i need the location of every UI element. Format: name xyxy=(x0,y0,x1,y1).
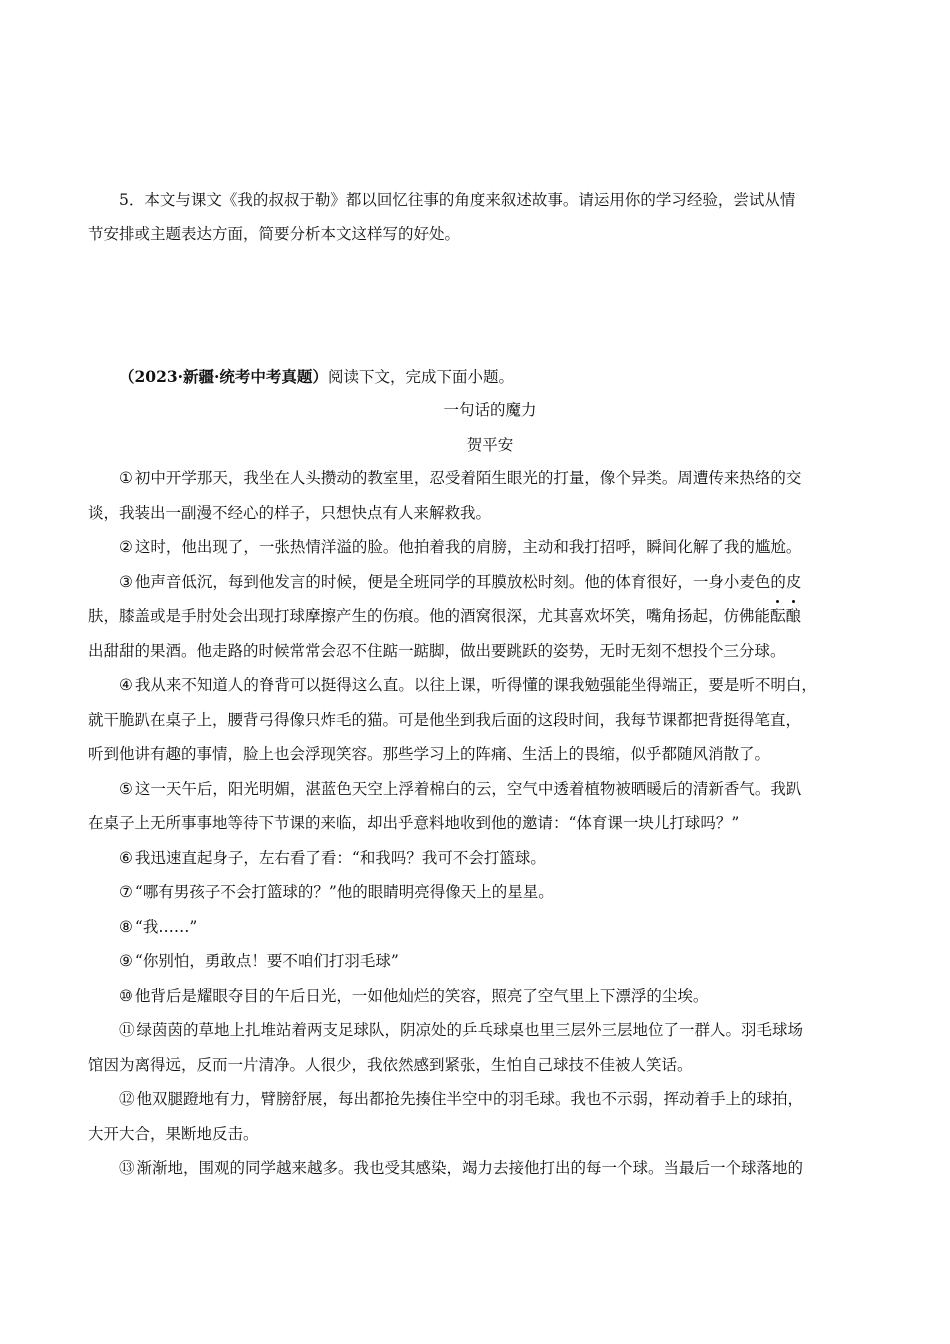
paragraph-line xyxy=(88,668,878,703)
emphasized-char: 酝 xyxy=(770,599,786,634)
paragraph-number: ③ xyxy=(119,572,133,591)
question-5 xyxy=(88,183,868,251)
paragraph-text: 初中开学那天，我坐在人头攒动的教室里，忍受着陌生眼光的打量，像个异类。周遭传来热络的交 xyxy=(134,469,802,487)
paragraph-line: 馆因为离得远，反而一片清净。人很少，我依然感到紧张，生怕自己球技不佳被人笑话。 xyxy=(88,1055,693,1074)
exam-instruction: 阅读下文，完成下面小题。 xyxy=(327,368,514,386)
paragraph-line xyxy=(88,1013,878,1048)
paragraph-line xyxy=(88,599,878,634)
paragraph-4 xyxy=(88,668,878,772)
paragraph-number: ⑥ xyxy=(119,848,133,867)
paragraph-line xyxy=(88,461,878,496)
paragraph-text: “我……” xyxy=(134,917,198,936)
paragraph-text: 这时，他出现了，一张热情洋溢的脸。他拍着我的肩膀，主动和我打招呼，瞬间化解了我的尴尬。 xyxy=(134,538,802,556)
paragraph-number: ① xyxy=(119,469,133,487)
paragraph-line xyxy=(88,1082,878,1117)
paragraph-5 xyxy=(88,772,878,841)
paragraph-text: 他背后是耀眼夺目的午后日光，一如他灿烂的笑容，照亮了空气里上下漂浮的尘埃。 xyxy=(134,986,709,1005)
paragraph-3 xyxy=(88,565,878,669)
paragraph-line xyxy=(88,910,878,945)
exam-source-line xyxy=(119,362,514,392)
paragraph-text: 肤，膝盖或是手肘处会出现打球摩擦产生的伤痕。他的酒窝很深，尤其喜欢坏笑，嘴角扬起，仿佛能 xyxy=(88,607,771,625)
paragraph-6 xyxy=(88,841,878,876)
paragraph-12 xyxy=(88,1082,878,1151)
paragraph-2 xyxy=(88,530,878,565)
paragraph-10 xyxy=(88,979,878,1014)
paragraph-number: ⑪ xyxy=(119,1021,135,1039)
paragraph-line: 在桌子上无所事事地等待下节课的来临，却出乎意料地收到他的邀请：“体育课一块儿打球吗？” xyxy=(88,814,740,832)
paragraph-text: 我从来不知道人的脊背可以挺得这么直。以往上课，听得懂的课我勉强能坐得端正，要是听不明白， xyxy=(134,676,817,694)
exam-source-label: （2023·新疆·统考中考真题） xyxy=(119,367,328,386)
paragraph-number: ④ xyxy=(119,676,133,694)
paragraph-line xyxy=(88,1151,878,1186)
paragraph-11 xyxy=(88,1013,878,1082)
paragraph-line: 大开大合，果断地反击。 xyxy=(88,1124,259,1143)
paragraph-line xyxy=(88,841,878,876)
paragraph-line: 出甜甜的果酒。他走路的时候常常会忍不住踮一踮脚，做出要跳跃的姿势，无时无刻不想投个三分球。 xyxy=(88,641,786,660)
paragraph-number: ⑨ xyxy=(119,952,133,970)
paragraph-text: 他声音低沉，每到他发言的时候，便是全班同学的耳膜放松时刻。他的体育很好，一身小麦色的皮 xyxy=(134,572,802,591)
paragraph-text: 这一天午后，阳光明媚，湛蓝色天空上浮着棉白的云，空气中透着植物被晒暖后的清新香气。我趴 xyxy=(134,779,802,798)
paragraph-line xyxy=(88,875,878,910)
paragraph-text: 绿茵茵的草地上扎堆站着两支足球队，阴凉处的乒乓球桌也里三层外三层地位了一群人。羽毛球场 xyxy=(136,1021,804,1039)
paragraph-text: 他双腿蹬地有力，臂膀舒展，每出都抢先揍住半空中的羽毛球。我也不示弱，挥动着手上的球拍， xyxy=(136,1090,804,1108)
article-title: 一句话的魔力 xyxy=(443,401,537,419)
paragraph-9 xyxy=(88,944,878,979)
paragraph-line: 就干脆趴在桌子上，腰背弓得像只炸毛的猫。可是他坐到我后面的这段时间，我每节课都把背挺得笔直， xyxy=(88,710,802,729)
paragraph-text: “你别怕，勇敢点！要不咱们打羽毛球” xyxy=(134,952,399,970)
question-5-line-1: 5．本文与课文《我的叔叔于勒》都以回忆往事的角度来叙述故事。请运用你的学习经验，尝试从情 xyxy=(119,191,796,209)
emphasized-char: 酿 xyxy=(786,599,802,634)
paragraph-number: ⑦ xyxy=(119,883,133,901)
paragraph-number: ⑬ xyxy=(119,1159,135,1177)
paragraph-number: ② xyxy=(119,538,133,556)
paragraph-number: ⑧ xyxy=(119,917,133,936)
paragraph-line xyxy=(88,530,878,565)
paragraph-line xyxy=(88,979,878,1014)
paragraph-1 xyxy=(88,461,878,530)
paragraph-line xyxy=(88,772,878,807)
paragraph-number: ⑤ xyxy=(119,779,133,798)
paragraph-text: 渐渐地，围观的同学越来越多。我也受其感染，竭力去接他打出的每一个球。当最后一个球落地的 xyxy=(136,1159,804,1177)
paragraph-line: 谈，我装出一副漫不经心的样子，只想快点有人来解救我。 xyxy=(88,503,492,522)
paragraph-8 xyxy=(88,910,878,945)
paragraph-line xyxy=(88,944,878,979)
paragraph-13 xyxy=(88,1151,878,1186)
paragraph-text: 我迅速直起身子，左右看了看：“和我吗？我可不会打篮球。 xyxy=(134,848,546,867)
paragraph-number: ⑩ xyxy=(119,986,133,1005)
article-author: 贺平安 xyxy=(466,436,514,454)
article-body xyxy=(88,461,878,1186)
question-5-line-2: 节安排或主题表达方面，简要分析本文这样写的好处。 xyxy=(88,225,461,243)
paragraph-number: ⑫ xyxy=(119,1090,135,1108)
paragraph-7 xyxy=(88,875,878,910)
paragraph-line: 听到他讲有趣的事情，脸上也会浮现笑容。那些学习上的阵痛、生活上的畏缩，似乎都随风消散了。 xyxy=(88,745,771,763)
paragraph-line xyxy=(88,565,878,600)
paragraph-text: “哪有男孩子不会打篮球的？”他的眼睛明亮得像天上的星星。 xyxy=(134,883,554,901)
